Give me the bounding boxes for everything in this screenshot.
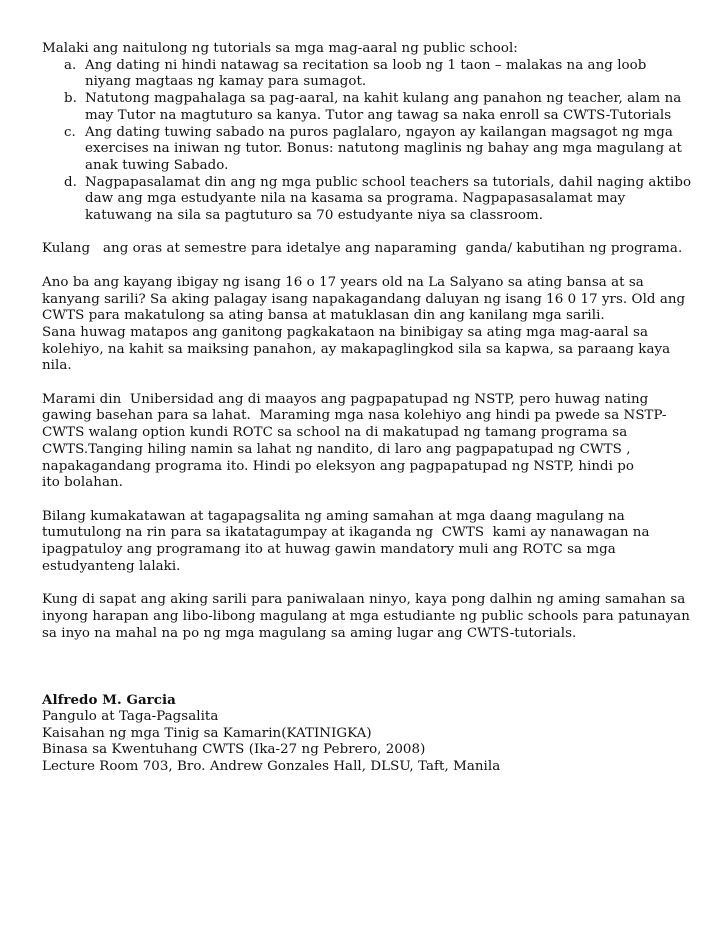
signatory-title: Pangulo at Taga-Pagsalita: [42, 708, 219, 724]
document-page: [42, 41, 695, 776]
paragraph-marami-end: ito bolahan.: [42, 475, 123, 491]
paragraph-marami: Marami din Unibersidad ang di maayos ang pagpapatupad ng NSTP, pero huwag nating gawing basehan para sa lahat. Maraming mga nasa kolehiyo ang hindi pa pwede sa NSTP-CWTS walang option kundi ROTC sa school na di makatupad ng tamang programa sa CWTS.Tanging hiling namin sa lahat ng nandito, di laro ang pagpapatupad ng CWTS , napakagandang programa ito. Hindi po eleksyon ang pagpapatupad ng NSTP, hindi po: [42, 391, 667, 474]
signatory-organization: Kaisahan ng mga Tinig sa Kamarin(KATINIGKA): [42, 725, 372, 741]
signature-block: [42, 692, 692, 776]
list-item-text: Natutong magpahalaga sa pag-aaral, na kahit kulang ang panahon ng teacher, alam na may Tutor na magtuturo sa kanya. Tutor ang tawag sa naka enroll sa CWTS-Tutorials: [85, 91, 682, 123]
list-marker: d.: [64, 174, 77, 190]
list-item: [42, 175, 692, 225]
venue-line: Lecture Room 703, Bro. Andrew Gonzales Hall, DLSU, Taft, Manila: [42, 759, 501, 775]
list-marker: c.: [64, 124, 76, 140]
paragraph-sana: Sana huwag matapos ang ganitong pagkakataon na binibigay sa ating mga mag-aaral sa kolehiyo, na kahit sa maiksing panahon, ay makapaglingkod sila sa kapwa, sa paraang kaya nila.: [42, 324, 679, 374]
paragraph-spacer: [42, 575, 692, 592]
list-item: [42, 125, 692, 175]
event-line: Binasa sa Kwentuhang CWTS (Ika-27 ng Pebrero, 2008): [42, 742, 426, 758]
list-marker: a.: [64, 57, 77, 73]
benefits-list: [42, 58, 692, 225]
signatory-name: Alfredo M. Garcia: [42, 692, 176, 709]
paragraph-kung: Kung di sapat ang aking sarili para paniwalaan ninyo, kaya pong dalhin ng aming samahan sa inyong harapan ang libo-libong magulang at mga estudiante ng public schools para patunayan sa inyo na mahal na po ng mga magulang sa aming lugar ang CWTS-tutorials.: [42, 592, 695, 641]
intro-text: Malaki ang naitulong ng tutorials sa mga mag-aaral ng public school:: [42, 41, 518, 56]
list-marker: b.: [64, 91, 77, 107]
paragraph-bilang: Bilang kumakatawan at tagapagsalita ng aming samahan at mga daang magulang na tumutulong na rin para sa ikatatagumpay at ikaganda ng CWTS kami ay nanawagan na ipagpatuloy ang programang ito at huwag gawin mandatory muli ang ROTC sa mga estudyanteng lalaki.: [42, 508, 654, 574]
paragraph-ano: Ano ba ang kayang ibigay ng isang 16 o 17 years old na La Salyano sa ating bansa at sa kanyang sarili? Sa aking palagay isang napakagandang daluyan ng isang 16 0 17 yrs. Old ang CWTS para makatulong sa ating bansa at matuklasan din ang kanilang mga sarili.: [42, 274, 690, 324]
list-item-text: Ang dating tuwing sabado na puros paglalaro, ngayon ay kailangan magsagot ng mga exercises na iniwan ng tutor. Bonus: natutong maglinis ng bahay ang mga magulang at anak tuwing Sabado.: [85, 124, 682, 173]
paragraph-spacer: [42, 258, 692, 275]
list-item: [42, 58, 692, 91]
list-item-text: Nagpapasalamat din ang ng mga public school teachers sa tutorials, dahil naging aktibo daw ang mga estudyante nila na kasama sa programa. Nagpapasasalamat may katuwang na sila sa pagtuturo sa 70 estudyante niya sa classroom.: [85, 174, 692, 224]
paragraph-spacer: [42, 492, 692, 509]
list-item: [42, 91, 692, 124]
paragraph-spacer: [42, 225, 692, 242]
signature-spacer: [42, 642, 692, 692]
list-item-text: Ang dating ni hindi natawag sa recitation sa loob ng 1 taon – malakas na ang loob niyang magtaas ng kamay para sumagot.: [85, 57, 647, 90]
paragraph-spacer: [42, 375, 692, 392]
paragraph-kulang: Kulang ang oras at semestre para idetalye ang naparaming ganda/ kabutihan ng programa.: [42, 241, 683, 257]
